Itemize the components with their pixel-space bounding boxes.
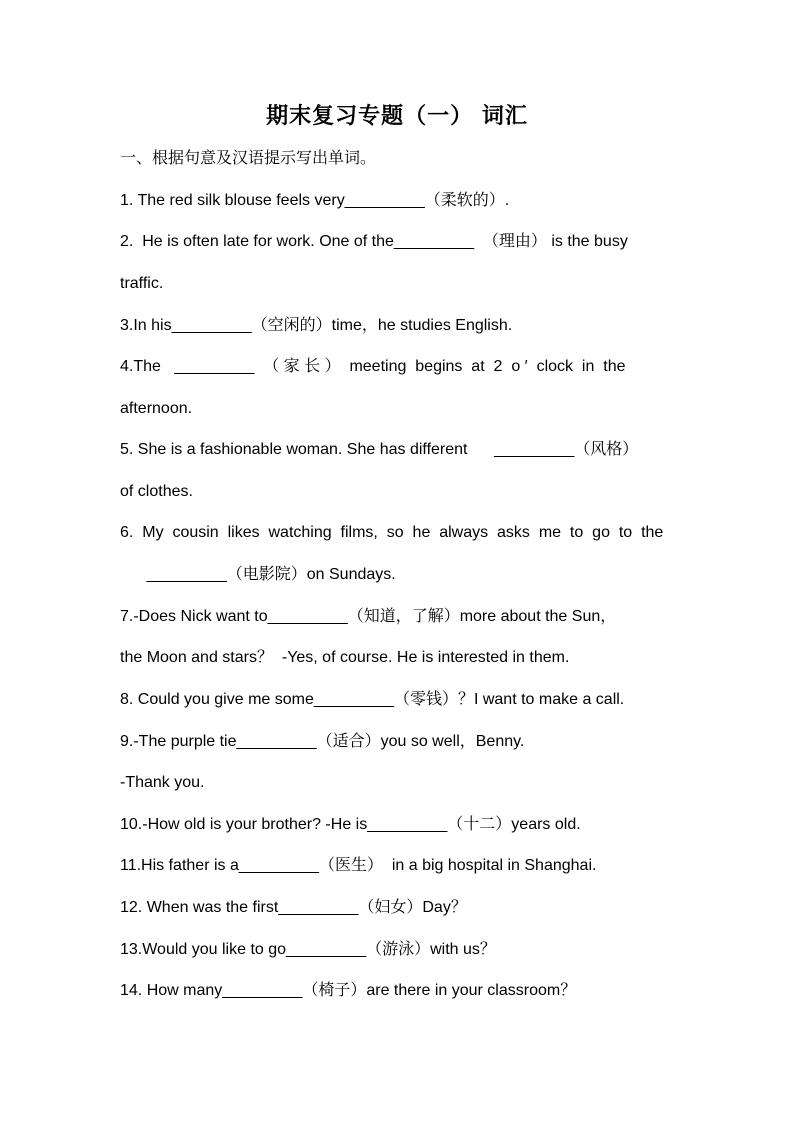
exercise-line-6: 6. My cousin likes watching films, so he always asks me to go to the bbox=[120, 524, 664, 541]
exercise-line-9: 9.-The purple tie_________（适合）you so well，Benny. bbox=[120, 733, 525, 750]
exercise-line-6-continued: _________（电影院）on Sundays. bbox=[120, 566, 396, 583]
exercise-line-5-continued: of clothes. bbox=[120, 483, 193, 500]
exercise-line-9-reply: -Thank you. bbox=[120, 774, 205, 791]
exercise-line-2: 2. He is often late for work. One of the_________ （理由） is the busy bbox=[120, 233, 628, 250]
exercise-line-7-continued: the Moon and stars？ -Yes, of course. He is interested in them. bbox=[120, 649, 570, 666]
exercise-line-13: 13.Would you like to go_________（游泳）with us？ bbox=[120, 941, 496, 958]
exercise-line-1: 1. The red silk blouse feels very_________（柔软的）. bbox=[120, 192, 510, 209]
exercise-line-11: 11.His father is a_________（医生） in a big hospital in Shanghai. bbox=[120, 857, 597, 874]
exercise-line-7: 7.-Does Nick want to_________（知道，了解）more about the Sun， bbox=[120, 608, 617, 625]
exercise-line-14: 14. How many_________（椅子）are there in your classroom？ bbox=[120, 982, 577, 999]
exercise-line-12: 12. When was the first_________（妇女）Day？ bbox=[120, 899, 467, 916]
exercise-line-3: 3.In his_________（空闲的）time，he studies English. bbox=[120, 317, 513, 334]
exercise-line-10: 10.-How old is your brother? -He is_________（十二）years old. bbox=[120, 816, 581, 833]
section-heading: 一、根据句意及汉语提示写出单词。 bbox=[120, 148, 377, 167]
exercise-line-4: 4.The _________ （ 家 长 ） meeting begins at 2 o ′ clock in the bbox=[120, 358, 626, 375]
exercise-line-4-continued: afternoon. bbox=[120, 400, 193, 417]
exercise-line-5: 5. She is a fashionable woman. She has different _________（风格） bbox=[120, 441, 639, 458]
exercise-line-2-continued: traffic. bbox=[120, 275, 164, 292]
exercise-line-8: 8. Could you give me some_________（零钱）？I want to make a call. bbox=[120, 691, 625, 708]
page-title: 期末复习专题（一） 词汇 bbox=[266, 104, 528, 129]
